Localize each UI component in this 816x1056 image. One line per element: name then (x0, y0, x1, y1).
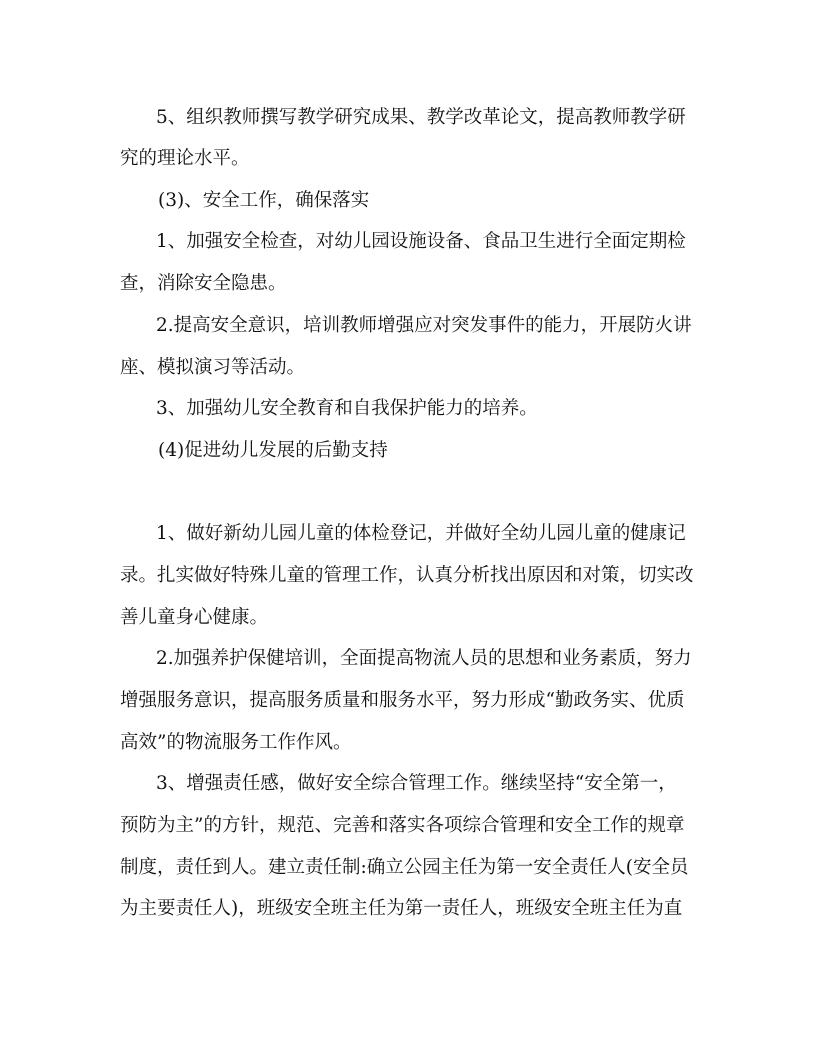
paragraph-line: 为主要责任人)，班级安全班主任为第一责任人，班级安全班主任为直 (120, 898, 683, 919)
paragraph-line: 3、增强责任感，做好安全综合管理工作。继续坚持“安全第一， (156, 773, 677, 794)
paragraph-line: 5、组织教师撰写教学研究成果、教学改革论文，提高教师教学研 (156, 107, 686, 128)
paragraph-line: 1、加强安全检查，对幼儿园设施设备、食品卫生进行全面定期检 (156, 231, 686, 252)
section-heading: (4)促进幼儿发展的后勤支持 (158, 440, 388, 461)
paragraph-line: 预防为主”的方针，规范、完善和落实各项综合管理和安全工作的规章 (120, 815, 685, 836)
paragraph-line: 查，消除安全隐患。 (120, 273, 287, 294)
paragraph-line: 1、做好新幼儿园儿童的体检登记，并做好全幼儿园儿童的健康记 (156, 523, 686, 544)
paragraph-line: 究的理论水平。 (120, 148, 250, 169)
paragraph-line: 制度，责任到人。建立责任制:确立公园主任为第一安全责任人(安全员 (120, 857, 689, 878)
section-heading: (3)、安全工作，确保落实 (158, 190, 370, 211)
paragraph-line: 3、加强幼儿安全教育和自我保护能力的培养。 (156, 398, 538, 419)
paragraph-line: 座、模拟演习等活动。 (120, 357, 306, 378)
paragraph-line: 善儿童身心健康。 (120, 607, 269, 628)
paragraph-line: 高效”的物流服务工作作风。 (120, 732, 352, 753)
paragraph-line: 录。扎实做好特殊儿童的管理工作，认真分析找出原因和对策，切实改 (120, 565, 694, 586)
paragraph-line: 2.提高安全意识，培训教师增强应对突发事件的能力，开展防火讲 (156, 315, 692, 336)
paragraph-line: 增强服务意识，提高服务质量和服务水平，努力形成“勤政务实、优质 (120, 690, 685, 711)
paragraph-line: 2.加强养护保健培训，全面提高物流人员的思想和业务素质，努力 (156, 648, 692, 669)
